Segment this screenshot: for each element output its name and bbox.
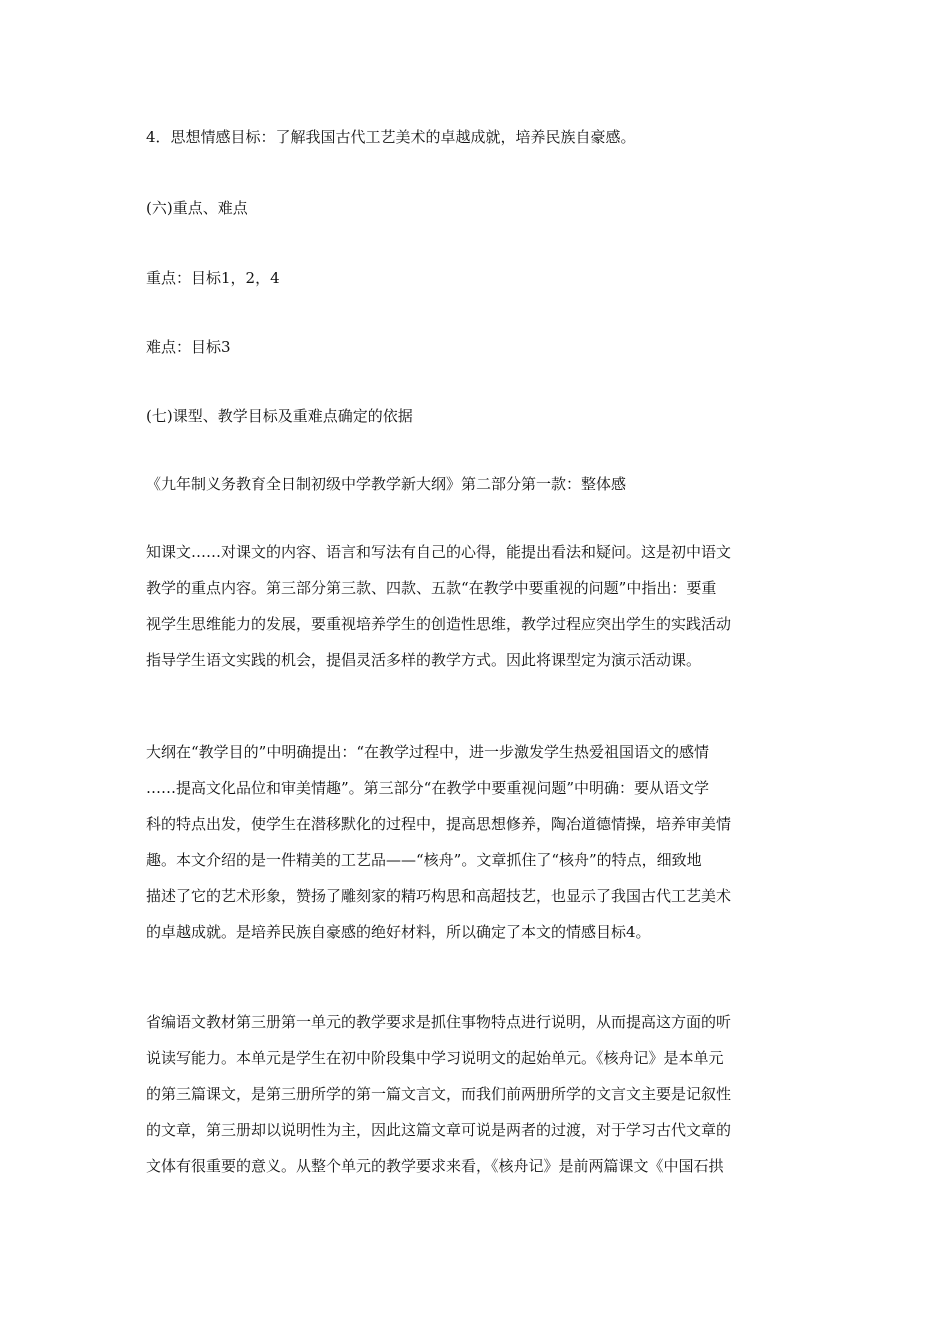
syllabus-intro-line: 《九年制义务教育全日制初级中学教学新大纲》第二部分第一款：整体感	[146, 475, 627, 493]
difficult-points-line: 难点：目标3	[146, 338, 231, 356]
paragraph-line: 文体有很重要的意义。从整个单元的教学要求来看，《核舟记》是前两篇课文《中国石拱	[146, 1157, 724, 1175]
section-6-heading: (六)重点、难点	[146, 199, 248, 217]
paragraph-emotional-goal-basis	[146, 734, 814, 950]
paragraph-line: 教学的重点内容。第三部分第三款、四款、五款“在教学中要重视的问题”中指出：要重	[146, 579, 717, 597]
paragraph-line: 趣。本文介绍的是一件精美的工艺品——“核舟”。文章抓住了“核舟”的特点，细致地	[146, 851, 702, 869]
paragraph-line: 科的特点出发，使学生在潜移默化的过程中，提高思想修养，陶冶道德情操，培养审美情	[146, 815, 732, 833]
key-points-line: 重点：目标1，2，4	[146, 269, 280, 287]
paragraph-line: 的文章，第三册却以说明性为主，因此这篇文章可说是两者的过渡，对于学习古代文章的	[146, 1121, 732, 1139]
paragraph-textbook-unit	[146, 1004, 814, 1184]
section-7-heading: (七)课型、教学目标及重难点确定的依据	[146, 407, 413, 425]
paragraph-line: 省编语文教材第三册第一单元的教学要求是抓住事物特点进行说明，从而提高这方面的听	[146, 1013, 732, 1031]
paragraph-line: 的第三篇课文，是第三册所学的第一篇文言文，而我们前两册所学的文言文主要是记叙性	[146, 1085, 732, 1103]
paragraph-line: 指导学生语文实践的机会，提倡灵活多样的教学方式。因此将课型定为演示活动课。	[146, 651, 702, 669]
paragraph-line: 的卓越成就。是培养民族自豪感的绝好材料，所以确定了本文的情感目标4。	[146, 923, 651, 941]
paragraph-line: 大纲在“教学目的”中明确提出：“在教学过程中，进一步激发学生热爱祖国语文的感情	[146, 743, 710, 761]
paragraph-line: 视学生思维能力的发展，要重视培养学生的创造性思维，教学过程应突出学生的实践活动	[146, 615, 732, 633]
paragraph-line: ……提高文化品位和审美情趣”。第三部分“在教学中要重视问题”中明确：要从语文学	[146, 779, 710, 797]
paragraph-course-type	[146, 534, 814, 678]
paragraph-line: 说读写能力。本单元是学生在初中阶段集中学习说明文的起始单元。《核舟记》是本单元	[146, 1049, 724, 1067]
paragraph-line: 描述了它的艺术形象，赞扬了雕刻家的精巧构思和高超技艺，也显示了我国古代工艺美术	[146, 887, 732, 905]
emotional-goal-line: 4．思想情感目标：了解我国古代工艺美术的卓越成就，培养民族自豪感。	[146, 128, 636, 146]
paragraph-line: 知课文……对课文的内容、语言和写法有自己的心得，能提出看法和疑问。这是初中语文	[146, 543, 732, 561]
